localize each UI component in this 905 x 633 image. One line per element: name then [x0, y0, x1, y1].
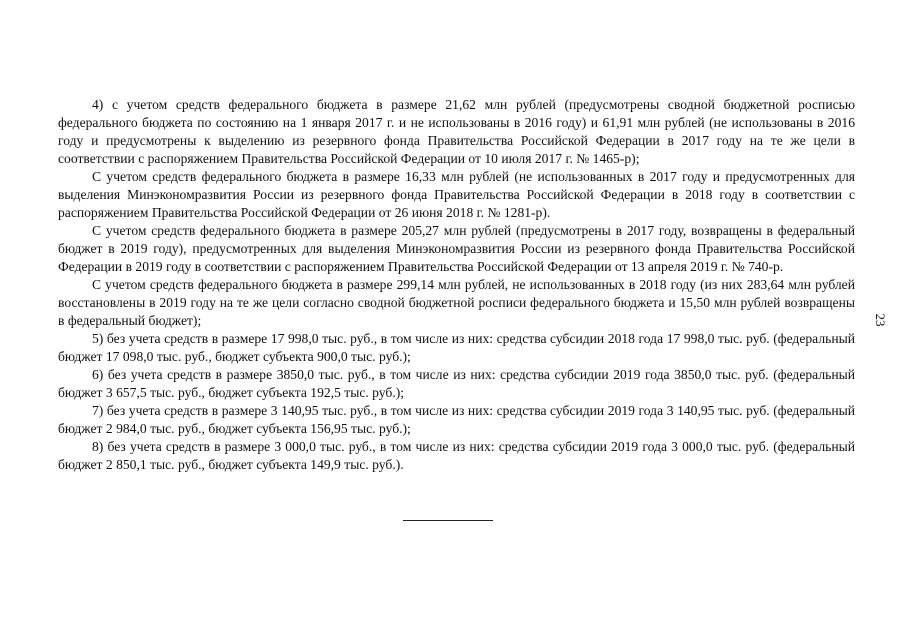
paragraph-note-2019: С учетом средств федерального бюджета в размере 205,27 млн рублей (предусмотрены в 2017 году, возвращены в федеральный бюджет в 2019 году), предусмотренных для выделения Минэкономразвития России из резервного фонда Правительства Российской Федерации в 2019 году в соответствии с распоряжением Правительства Российской Федерации от 13 апреля 2019 г. № 740-р.	[58, 223, 855, 274]
paragraph-footnote-8: 8) без учета средств в размере 3 000,0 тыс. руб., в том числе из них: средства субсидии 2019 года 3 000,0 тыс. руб. (федеральный бюджет 2 850,1 тыс. руб., бюджет субъекта 149,9 тыс. руб.).	[58, 439, 855, 472]
paragraph-footnote-7: 7) без учета средств в размере 3 140,95 тыс. руб., в том числе из них: средства субсидии 2019 года 3 140,95 тыс. руб. (федеральный бюджет 2 984,0 тыс. руб., бюджет субъекта 156,95 тыс. руб.);	[58, 403, 855, 436]
footnote-text-block	[58, 96, 855, 474]
paragraph-note-2018: С учетом средств федерального бюджета в размере 16,33 млн рублей (не использованных в 2017 году и предусмотренных для выделения Минэкономразвития России из резервного фонда Правительства Российской Федерации в 2018 году в соответствии с распоряжением Правительства Российской Федерации от 26 июня 2018 г. № 1281-р).	[58, 169, 855, 220]
paragraph-footnote-4: 4) с учетом средств федерального бюджета в размере 21,62 млн рублей (предусмотрены сводной бюджетной росписью федерального бюджета по состоянию на 1 января 2017 г. и не использованы в 2016 году) и 61,91 млн рублей (не использованы в 2016 году и предусмотрены к выделению из резервного фонда Правительства Российской Федерации в 2017 году на те же цели в соответствии с распоряжением Правительства Российской Федерации от 10 июля 2017 г. № 1465-р);	[58, 97, 855, 166]
paragraph-footnote-6: 6) без учета средств в размере 3850,0 тыс. руб., в том числе из них: средства субсидии 2019 года 3850,0 тыс. руб. (федеральный бюджет 3 657,5 тыс. руб., бюджет субъекта 192,5 тыс. руб.);	[58, 367, 855, 400]
paragraph-note-unused-2018: С учетом средств федерального бюджета в размере 299,14 млн рублей, не использованных в 2018 году (из них 283,64 млн рублей восстановлены в 2019 году на те же цели согласно сводной бюджетной росписи федерального бюджета и 15,50 млн рублей возвращены в федеральный бюджет);	[58, 277, 855, 328]
end-divider-line	[403, 520, 493, 521]
paragraph-footnote-5: 5) без учета средств в размере 17 998,0 тыс. руб., в том числе из них: средства субсидии 2018 года 17 998,0 тыс. руб. (федеральный бюджет 17 098,0 тыс. руб., бюджет субъекта 900,0 тыс. руб.);	[58, 331, 855, 364]
page-number: 23	[873, 313, 888, 327]
